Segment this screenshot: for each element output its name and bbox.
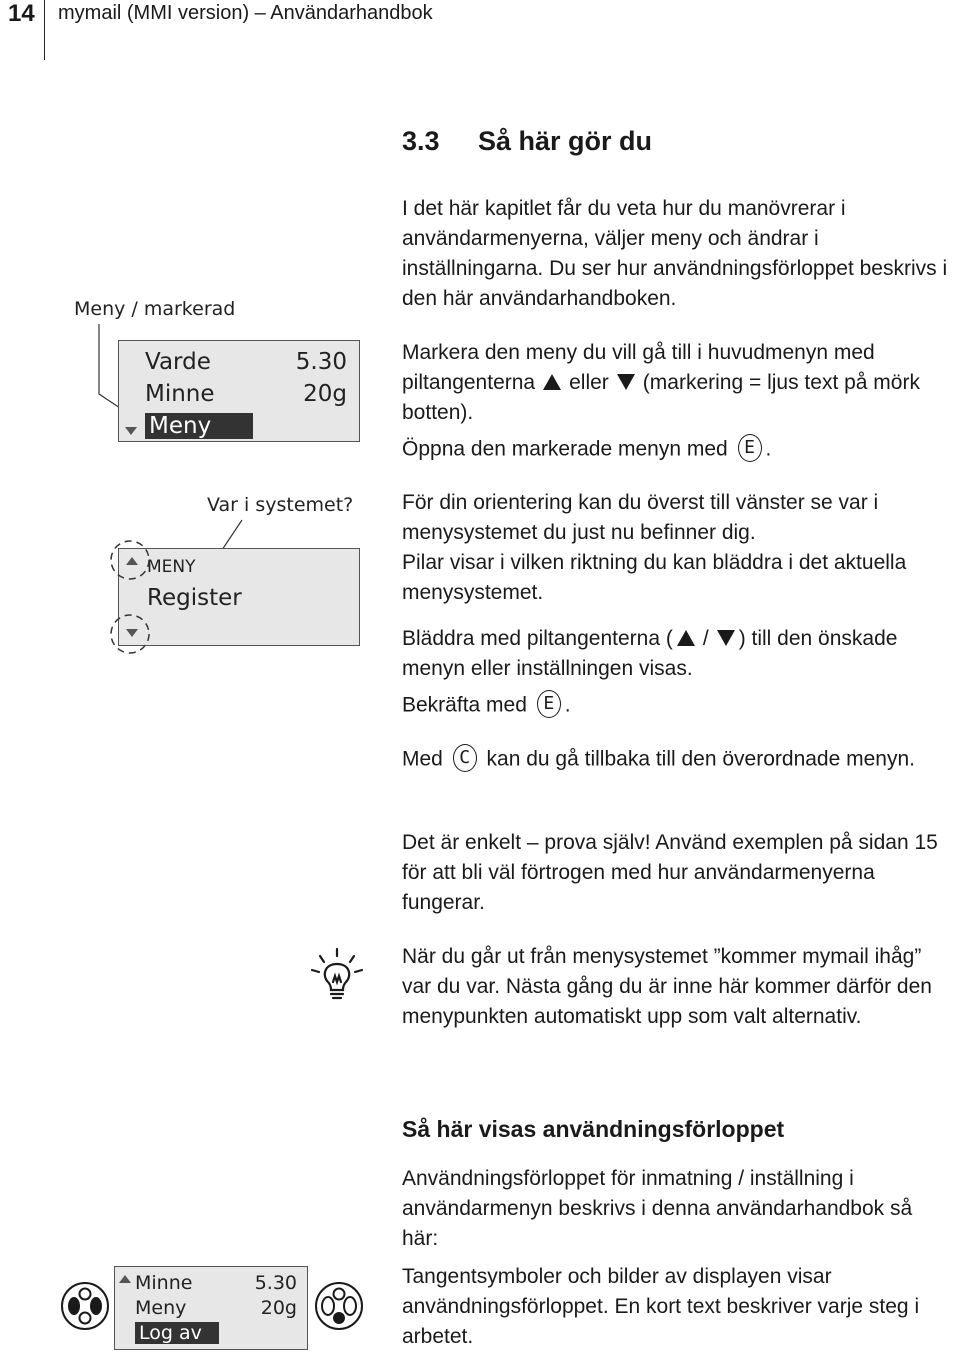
arrow-highlight-circles: [104, 530, 160, 660]
easy-paragraph: Det är enkelt – prova själv! Använd exemplen på sidan 15 för att bli väl förtrogen med hur användarmenyerna fungerar.: [402, 831, 938, 914]
orientation-paragraph: För din orientering kan du överst till vänster se var i menysystemet du just nu befinner dig.: [402, 491, 879, 544]
scroll-paragraph: Bläddra med piltangenterna ( / ) till den önskade menyn eller inställningen visas.: [402, 627, 898, 680]
display3-lcd: [114, 1266, 308, 1350]
scroll-up-icon: [119, 1275, 131, 1283]
display1-row-value: 20g: [303, 381, 347, 407]
e-key-icon: E: [738, 434, 762, 462]
four-way-key-down-pressed-icon: [314, 1281, 364, 1331]
section-heading: [402, 126, 652, 157]
arrow-down-icon: [717, 630, 735, 646]
section-title: Så här gör du: [478, 126, 653, 156]
confirm-paragraph: Bekräfta med E .: [402, 690, 954, 722]
back-paragraph: Med C kan du gå tillbaka till den överordnade menyn.: [402, 744, 954, 776]
display3-row-label: Meny: [135, 1297, 187, 1319]
arrows-paragraph: Pilar visar i vilken riktning du kan bläddra i det aktuella menysystemet.: [402, 551, 907, 604]
page-number: 14: [8, 0, 35, 27]
mark-paragraph: Markera den meny du vill gå till i huvudmenyn med piltangenterna eller (markering = ljus text på mörk botten).: [402, 341, 920, 424]
display3-row-value: 20g: [260, 1297, 297, 1319]
arrow-up-icon: [677, 630, 695, 646]
e-key-icon: E: [537, 690, 561, 718]
tip-lightbulb-icon: [308, 946, 366, 1004]
section-number: 3.3: [402, 126, 440, 156]
display1-selected-row: Meny: [145, 413, 253, 439]
display1-annotation: Meny / markerad: [74, 298, 236, 320]
arrow-up-icon: [543, 374, 561, 390]
tip-paragraph: När du går ut från menysystemet ”kommer mymail ihåg” var du var. Nästa gång du är inne här kommer därför den menypunkten automatiskt upp som valt alternativ.: [402, 945, 932, 1028]
display3-row-label: Minne: [135, 1272, 193, 1294]
four-way-key-icon: [60, 1281, 110, 1331]
flow-paragraph-2: Tangentsymboler och bilder av displayen visar användningsförloppet. En kort text beskriver varje steg i arbetet.: [402, 1265, 920, 1348]
subsection-heading: Så här visas användningsförloppet: [402, 1116, 785, 1142]
display2-annotation: Var i systemet?: [207, 494, 354, 516]
arrow-down-icon: [617, 374, 635, 390]
header-divider: [44, 0, 45, 60]
display1-row-value: 5.30: [295, 349, 347, 375]
open-paragraph: Öppna den markerade menyn med E .: [402, 434, 954, 466]
flow-paragraph-1: Användningsförloppet för inmatning / inställning i användarmenyn beskrivs i denna användarhandbok så här:: [402, 1167, 913, 1250]
display3-selected-row: Log av: [135, 1322, 219, 1344]
display2-context: MENY: [147, 557, 196, 577]
c-key-icon: C: [453, 744, 477, 772]
display3-row-value: 5.30: [254, 1272, 297, 1294]
display1-row-label: Minne: [145, 381, 215, 407]
intro-paragraph: I det här kapitlet får du veta hur du manövrerar i användarmenyerna, väljer meny och ändrar i inställningarna. Du ser hur användningsförloppet beskrivs i den här användarhandboken.: [402, 197, 948, 310]
scroll-down-icon: [125, 427, 137, 435]
display1-lcd: [118, 340, 360, 442]
display1-row-label: Varde: [145, 349, 211, 375]
document-title: mymail (MMI version) – Användarhandbok: [58, 2, 433, 24]
display2-item: Register: [147, 585, 242, 611]
